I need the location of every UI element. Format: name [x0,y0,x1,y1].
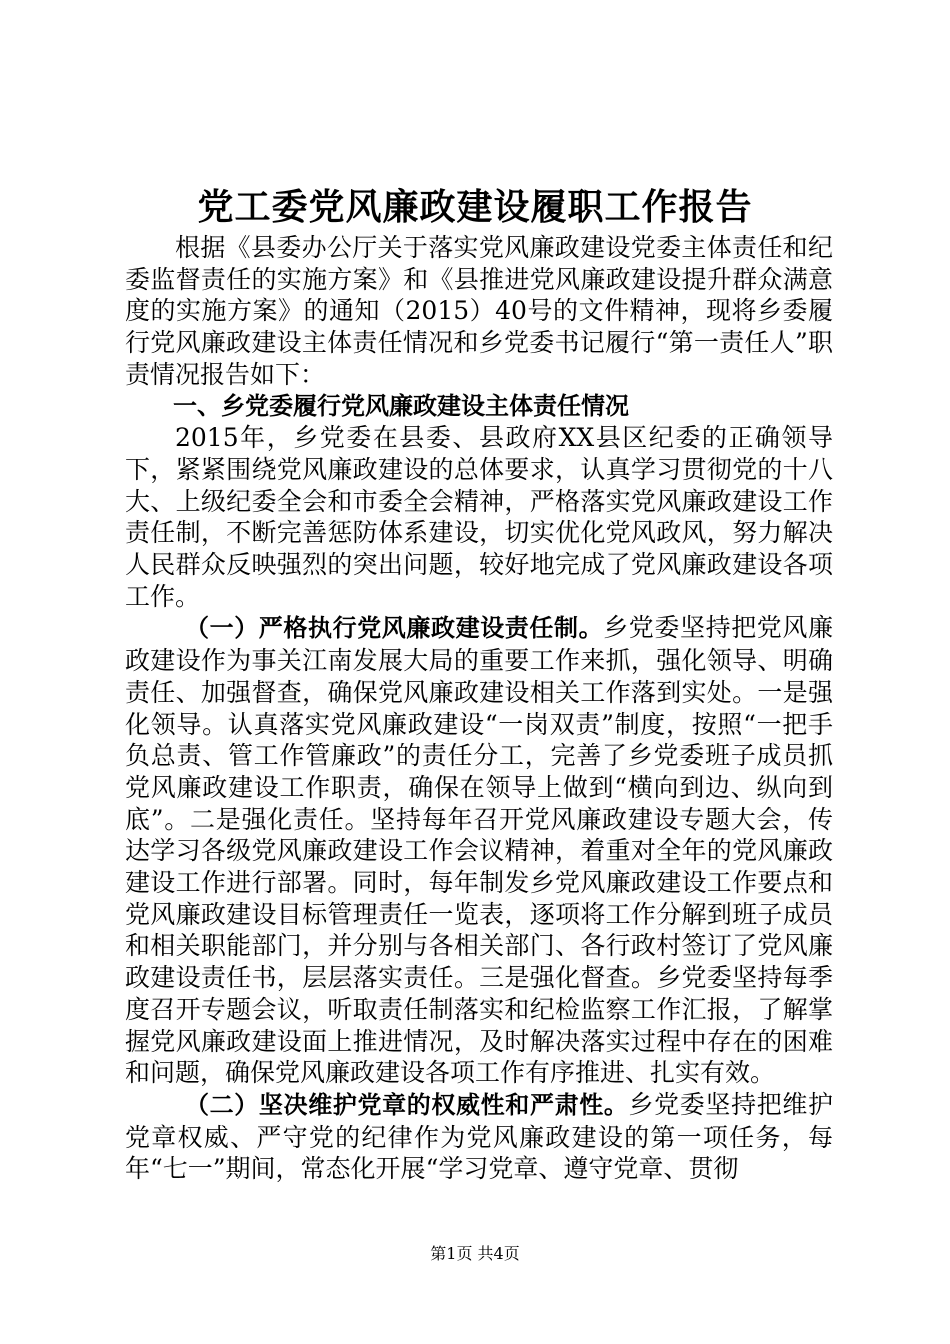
section-paragraph: 2015年，乡党委在县委、县政府XX县区纪委的正确领导下，紧紧围绕党风廉政建设的总体要求，认真学习贯彻党的十八大、上级纪委全会和市委全会精神，严格落实党风廉政建设工作责任制，不断完善惩防体系建设，切实优化党风政风，努力解决人民群众反映强烈的突出问题，较好地完成了党风廉政建设各项工作。 [125,423,833,611]
section-heading: 一、乡党委履行党风廉政建设主体责任情况 [173,391,629,420]
document-body [125,232,833,1185]
subsection-paragraph-2 [125,1089,833,1185]
document-title: 党工委党风廉政建设履职工作报告 [197,186,753,228]
subsection-paragraph-1 [125,612,833,1089]
subsection-lead-1: （一）严格执行党风廉政建设责任制。 [185,614,604,643]
intro-paragraph: 根据《县委办公厅关于落实党风廉政建设党委主体责任和纪委监督责任的实施方案》和《县推进党风廉政建设提升群众满意度的实施方案》的通知（2015）40号的文件精神，现将乡委履行党风廉政建设主体责任情况和乡党委书记履行“第一责任人”职责情况报告如下： [125,233,833,389]
page-footer: 第1页 共4页 [430,1244,520,1263]
subsection-body-2: 乡党委坚持把维护党章权威、严守党的纪律作为党风廉政建设的第一项任务，每年“七一”期间，常态化开展“学习党章、遵守党章、贯彻 [125,1089,833,1184]
subsection-lead-2: （二）坚决维护党章的权威性和严肃性。 [185,1090,629,1119]
subsection-body-1: 乡党委坚持把党风廉政建设作为事关江南发展大局的重要工作来抓，强化领导、明确责任、加强督查，确保党风廉政建设相关工作落到实处。一是强化领导。认真落实党风廉政建设“一岗双责”制度，按照“一把手负总责、管工作管廉政”的责任分工，完善了乡党委班子成员抓党风廉政建设工作职责，确保在领导上做到“横向到边、纵向到底”。二是强化责任。坚持每年召开党风廉政建设专题大会，传达学习各级党风廉政建设工作会议精神，着重对全年的党风廉政建设工作进行部署。同时，每年制发乡党风廉政建设工作要点和党风廉政建设目标管理责任一览表，逐项将工作分解到班子成员和相关职能部门，并分别与各相关部门、各行政村签订了党风廉政建设责任书，层层落实责任。三是强化督查。乡党委坚持每季度召开专题会议，听取责任制落实和纪检监察工作汇报，了解掌握党风廉政建设面上推进情况，及时解决落实过程中存在的困难和问题，确保党风廉政建设各项工作有序推进、扎实有效。 [125,613,833,1088]
